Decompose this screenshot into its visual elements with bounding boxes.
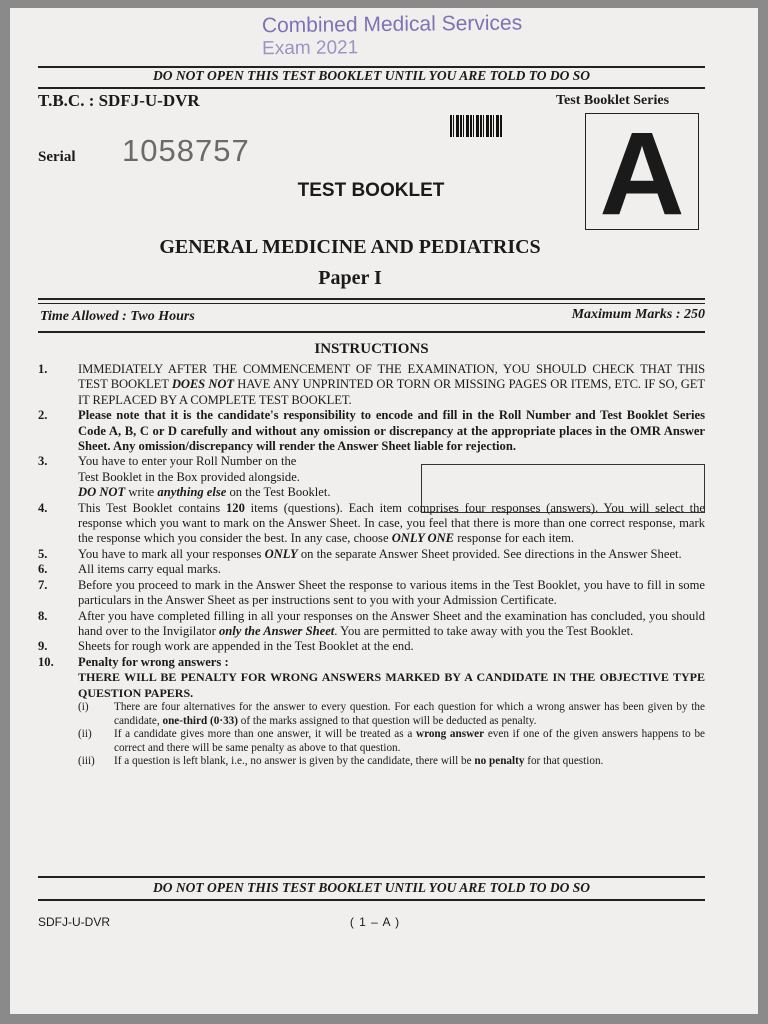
instruction-9: 9. Sheets for rough work are appended in the Test Booklet at the end. — [38, 639, 414, 654]
header-rule — [38, 298, 705, 304]
penalty-sub-items — [78, 701, 705, 769]
booklet-title: TEST BOOKLET — [297, 180, 445, 201]
penalty-item-iii: (iii) If a question is left blank, i.e., no answer is given by the candidate, there will be no penalty for that question. — [78, 755, 604, 768]
instruction-6: 6. All items carry equal marks. — [38, 562, 222, 577]
top-warning: DO NOT OPEN THIS TEST BOOKLET UNTIL YOU ARE TOLD TO DO SO — [152, 68, 591, 83]
penalty-item-ii: (ii) If a candidate gives more than one answer, it will be treated as a wrong answer even if one of the given answers happens to be correct and there will be same penalty as above to that question. — [78, 728, 705, 754]
series-letter: A — [599, 107, 685, 240]
max-marks: Maximum Marks : 250 — [571, 307, 705, 322]
footer-code: SDFJ-U-DVR — [38, 915, 110, 929]
instruction-5: 5. You have to mark all your responses ONLY on the separate Answer Sheet provided. See directions in the Answer Sheet. — [38, 546, 682, 561]
marks-rule — [38, 331, 705, 333]
page-number: ( 1 – A ) — [349, 915, 401, 929]
paper-title: Paper I — [318, 267, 382, 289]
subject-title: GENERAL MEDICINE AND PEDIATRICS — [159, 236, 541, 258]
instruction-7: 7. Before you proceed to mark in the Answer Sheet the response to various items in the Test Booklet, you have to fill in some particulars in the Answer Sheet as per instructions sent to you with your Admission Certificate. — [38, 577, 705, 608]
bottom-rule-2 — [38, 899, 705, 901]
instruction-4: 4. This Test Booklet contains 120 items (questions). Each item comprises four responses (answers). You will select the response which you want to mark on the Answer Sheet. In case, you feel that there is more than one correct response, mark the response which you consider the best. In any case, choose ONLY ONE response for each item. — [38, 500, 705, 546]
series-box — [585, 107, 699, 240]
tbc-code: T.B.C. : SDFJ-U-DVR — [38, 91, 200, 110]
instruction-3: 3. You have to enter your Roll Number on the Test Booklet in the Box provided alongside. DO NOT write anything else on the Test Booklet. — [38, 454, 331, 500]
exam-stamp — [261, 11, 523, 62]
instructions-list — [38, 362, 705, 769]
serial-number: 1058757 — [122, 133, 250, 168]
time-allowed: Time Allowed : Two Hours — [40, 309, 195, 324]
instruction-1: 1. IMMEDIATELY AFTER THE COMMENCEMENT OF THE EXAMINATION, YOU SHOULD CHECK THAT THIS TEST BOOKLET DOES NOT HAVE ANY UNPRINTED OR TORN OR MISSING PAGES OR ITEMS, ETC. IF SO, GET IT REPLACED BY A COMPLETE TEST BOOKLET. — [38, 362, 705, 407]
bottom-rule — [38, 876, 705, 878]
penalty-item-i: (i) There are four alternatives for the answer to every question. For each question for which a wrong answer has been given by the candidate, one-third (0·33) of the marks assigned to that question will be deducted as penalty. — [78, 700, 705, 727]
stamp-line-1: Combined Medical Services — [261, 11, 523, 38]
top-rule-2 — [38, 87, 705, 89]
series-label: Test Booklet Series — [556, 93, 670, 108]
barcode — [450, 115, 502, 137]
instruction-10: 10. Penalty for wrong answers : THERE WILL BE PENALTY FOR WRONG ANSWERS MARKED BY A CANDIDATE IN THE OBJECTIVE TYPE QUESTION PAPERS. — [38, 654, 705, 700]
stamp-line-2: Exam 2021 — [262, 37, 359, 60]
instructions-heading: INSTRUCTIONS — [314, 341, 429, 357]
instruction-2: 2. Please note that it is the candidate's responsibility to encode and fill in the Roll Number and Test Booklet Series Code A, B, C or D carefully and without any omission or discrepancy at the appropriate places in the OMR Answer Sheet. Any omission/discrepancy will render the Answer Sheet liable for rejection. — [38, 408, 705, 454]
bottom-warning: DO NOT OPEN THIS TEST BOOKLET UNTIL YOU ARE TOLD TO DO SO — [152, 880, 591, 895]
instruction-8: 8. After you have completed filling in all your responses on the Answer Sheet and the examination has concluded, you should hand over to the Invigilator only the Answer Sheet. You are permitted to take away with you the Test Booklet. — [38, 608, 705, 638]
serial-label: Serial — [38, 149, 76, 165]
